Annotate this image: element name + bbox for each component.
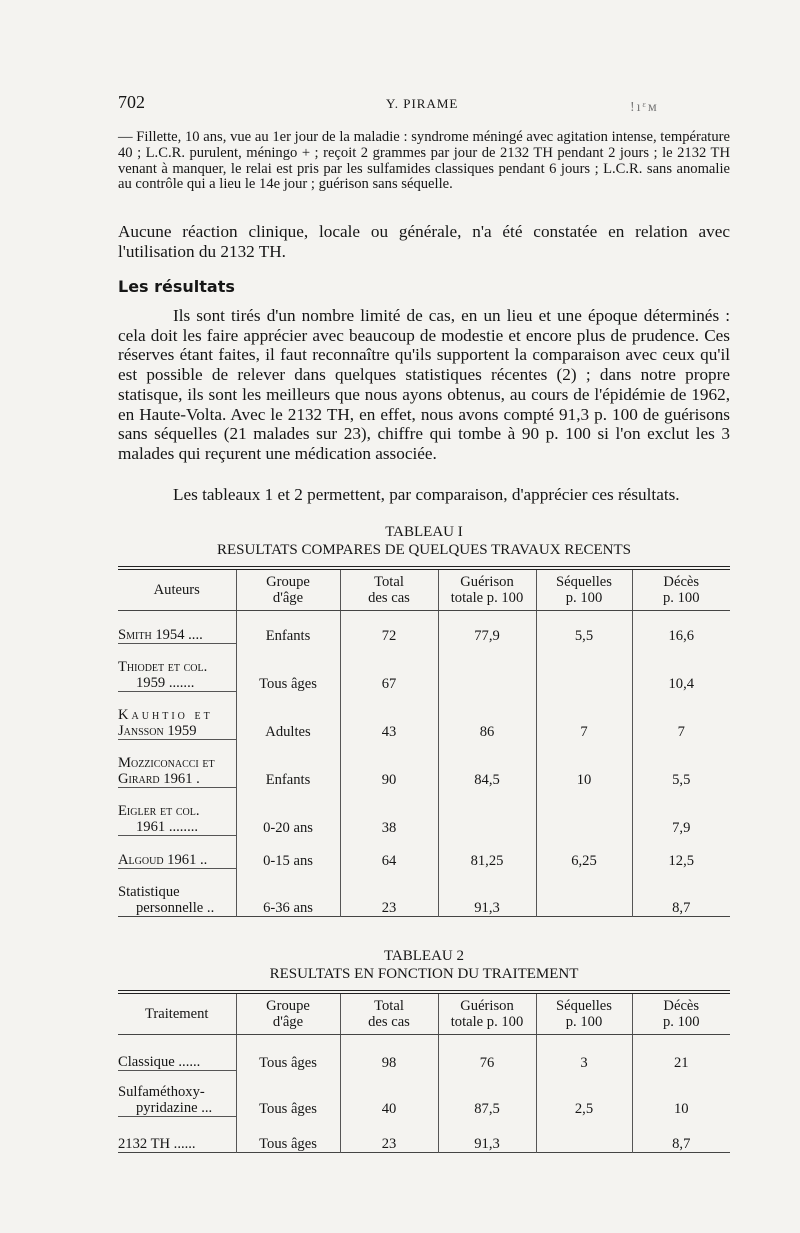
cell-row-label: 2132 TH ...... xyxy=(118,1136,196,1152)
table-row xyxy=(118,836,730,869)
header-total-cases: Total des cas xyxy=(340,568,438,611)
table-row xyxy=(118,692,730,740)
cell-deaths: 7 xyxy=(632,692,730,740)
cell-deaths: 21 xyxy=(632,1035,730,1071)
cell-sequelae: 2,5 xyxy=(536,1071,632,1117)
header-cure-rate: Guérison totale p. 100 xyxy=(438,568,536,611)
header-age-group: Groupe d'âge xyxy=(236,568,340,611)
cell-sequelae xyxy=(536,869,632,917)
header-sequelae: Séquelles p. 100 xyxy=(536,992,632,1035)
table1-caption: TABLEAU I xyxy=(385,524,463,540)
cell-row-label: Thiodet et col. 1959 ....... xyxy=(118,644,236,692)
cell-total-cases: 23 xyxy=(340,1117,438,1153)
table-row xyxy=(118,611,730,644)
cell-total-cases: 43 xyxy=(340,692,438,740)
table2-caption: TABLEAU 2 xyxy=(383,948,465,964)
section-heading-results: Les résultats xyxy=(118,277,235,296)
cell-total-cases: 72 xyxy=(340,611,438,644)
cell-row-label: Statistique personnelle .. xyxy=(118,884,215,916)
cell-sequelae xyxy=(536,1117,632,1153)
cell-total-cases: 64 xyxy=(340,836,438,869)
cell-sequelae: 10 xyxy=(536,740,632,788)
cell-cure-rate: 87,5 xyxy=(438,1071,536,1117)
header-authors: Auteurs xyxy=(118,568,236,611)
table-row xyxy=(118,1117,730,1153)
header-cure-rate: Guérison totale p. 100 xyxy=(438,992,536,1035)
header-sequelae: Séquelles p. 100 xyxy=(536,568,632,611)
cell-row-label: Algoud 1961 .. xyxy=(118,836,236,869)
cell-total-cases: 90 xyxy=(340,740,438,788)
paragraph-results: Ils sont tirés d'un nombre limité de cas, en un lieu et une époque déterminés : cela doit les faire apprécier avec beaucoup de modestie et encore plus de prudence. Ces réserves étant faites, il faut reconnaître qu'ils supportent la comparaison avec ceux qu'il est possible de relever dans quelques statistiques récentes (2) ; dans notre propre statisque, ils sont les meilleurs que nous ayons obtenus, au cours de l'épidémie de 1962, en Haute-Volta. Avec le 2132 TH, en effet, nous avons compté 91,3 p. 100 de guérisons sans séquelles (21 malades sur 23), chiffre qui tombe à 90 p. 100 si l'on exclut les 3 malades qui reçurent une médication associée. xyxy=(118,306,730,463)
cell-deaths: 5,5 xyxy=(632,740,730,788)
cell-cure-rate: 76 xyxy=(438,1035,536,1071)
cell-total-cases: 38 xyxy=(340,788,438,836)
cell-age-group: 6-36 ans xyxy=(236,869,340,917)
table2-subcaption: RESULTATS EN FONCTION DU TRAITEMENT xyxy=(269,966,579,982)
scan-artifact-mark: ǃıᵋᴍ xyxy=(630,100,659,115)
cell-cure-rate: 81,25 xyxy=(438,836,536,869)
table-row xyxy=(118,869,730,917)
cell-row-label: Kauhtio et Jansson 1959 xyxy=(118,692,236,740)
running-title: Y. PIRAME xyxy=(386,96,459,111)
cell-cure-rate xyxy=(438,644,536,692)
cell-sequelae: 7 xyxy=(536,692,632,740)
cell-cure-rate: 91,3 xyxy=(438,869,536,917)
cell-age-group: Enfants xyxy=(236,611,340,644)
cell-sequelae: 3 xyxy=(536,1035,632,1071)
cell-deaths: 8,7 xyxy=(632,869,730,917)
table-row xyxy=(118,644,730,692)
cell-cure-rate: 86 xyxy=(438,692,536,740)
table-row xyxy=(118,1071,730,1117)
paragraph-no-reaction: Aucune réaction clinique, locale ou générale, n'a été constatée en relation avec l'utilisation du 2132 TH. xyxy=(118,222,730,261)
case-note: — Fillette, 10 ans, vue au 1er jour de la maladie : syndrome méningé avec agitation intense, température 40 ; L.C.R. purulent, méningo + ; reçoit 2 grammes par jour de 2132 TH pendant 2 jours ; le 2132 TH venant à manquer, le relai est pris par les sulfamides classiques pendant 6 jours ; L.C.R. sans anomalie au contrôle qui a lieu le 14e jour ; guérison sans séquelle. xyxy=(118,129,730,193)
cell-row-label: Sulfaméthoxy- pyridazine ... xyxy=(118,1071,236,1117)
page-number: 702 xyxy=(118,92,145,112)
cell-total-cases: 23 xyxy=(340,869,438,917)
cell-sequelae xyxy=(536,788,632,836)
table-row xyxy=(118,1035,730,1071)
table1-subcaption: RESULTATS COMPARES DE QUELQUES TRAVAUX RECENTS xyxy=(216,542,632,558)
cell-deaths: 10,4 xyxy=(632,644,730,692)
header-treatment: Traitement xyxy=(118,992,236,1035)
cell-row-label: Eigler et col. 1961 ........ xyxy=(118,788,236,836)
cell-deaths: 16,6 xyxy=(632,611,730,644)
header-deaths: Décès p. 100 xyxy=(632,568,730,611)
cell-deaths: 8,7 xyxy=(632,1117,730,1153)
cell-age-group: Tous âges xyxy=(236,1071,340,1117)
cell-row-label: Classique ...... xyxy=(118,1035,236,1071)
cell-cure-rate: 77,9 xyxy=(438,611,536,644)
cell-age-group: Tous âges xyxy=(236,644,340,692)
cell-cure-rate: 91,3 xyxy=(438,1117,536,1153)
cell-deaths: 7,9 xyxy=(632,788,730,836)
cell-age-group: 0-20 ans xyxy=(236,788,340,836)
cell-sequelae: 5,5 xyxy=(536,611,632,644)
cell-total-cases: 40 xyxy=(340,1071,438,1117)
cell-cure-rate xyxy=(438,788,536,836)
cell-sequelae xyxy=(536,644,632,692)
cell-age-group: 0-15 ans xyxy=(236,836,340,869)
header-deaths: Décès p. 100 xyxy=(632,992,730,1035)
cell-cure-rate: 84,5 xyxy=(438,740,536,788)
cell-total-cases: 98 xyxy=(340,1035,438,1071)
cell-deaths: 10 xyxy=(632,1071,730,1117)
cell-sequelae: 6,25 xyxy=(536,836,632,869)
paragraph-tables-intro: Les tableaux 1 et 2 permettent, par comparaison, d'apprécier ces résultats. xyxy=(173,485,680,504)
table-row xyxy=(118,740,730,788)
cell-age-group: Tous âges xyxy=(236,1117,340,1153)
cell-total-cases: 67 xyxy=(340,644,438,692)
table-results-by-treatment xyxy=(118,990,730,1153)
table-row xyxy=(118,788,730,836)
cell-row-label: Smith 1954 .... xyxy=(118,611,236,644)
cell-age-group: Enfants xyxy=(236,740,340,788)
table-comparative-results xyxy=(118,566,730,917)
cell-age-group: Tous âges xyxy=(236,1035,340,1071)
table-header-row xyxy=(118,568,730,611)
table-header-row xyxy=(118,992,730,1035)
cell-age-group: Adultes xyxy=(236,692,340,740)
header-total-cases: Total des cas xyxy=(340,992,438,1035)
cell-row-label: Mozziconacci et Girard 1961 . xyxy=(118,740,236,788)
cell-deaths: 12,5 xyxy=(632,836,730,869)
header-age-group: Groupe d'âge xyxy=(236,992,340,1035)
